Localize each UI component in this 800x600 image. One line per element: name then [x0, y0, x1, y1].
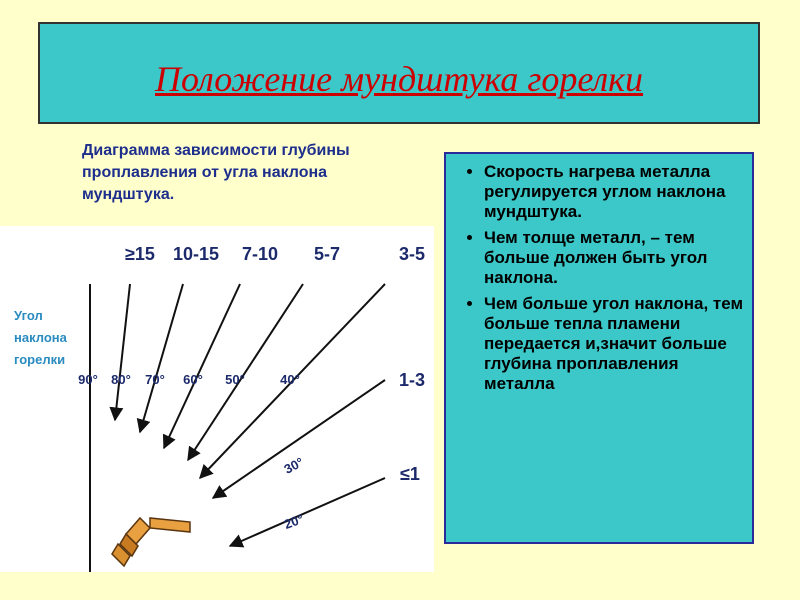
angle-arrow-70	[140, 284, 183, 432]
diagram-svg	[0, 226, 434, 572]
angle-arrow-30	[213, 380, 385, 498]
thickness-label: 5-7	[313, 244, 341, 264]
axis-label-line-3: горелки	[14, 352, 66, 367]
thickness-label: ≤1	[400, 464, 420, 484]
thickness-label: 1-3	[398, 370, 426, 390]
slide-title: Положение мундштука горелки	[154, 59, 644, 99]
angle-label: 40°	[280, 372, 300, 387]
bullet-item: • Чем больше угол наклона, тем больше тепла пламени передается и,значит больше глубина проплавления металла	[484, 294, 744, 394]
angle-label: 80°	[111, 372, 131, 387]
thickness-label: 3-5	[398, 244, 426, 264]
thickness-label: 7-10	[241, 244, 279, 264]
axis-label-line-1: Угол	[14, 308, 43, 323]
thickness-label: ≥15	[125, 244, 155, 264]
info-panel	[444, 152, 754, 544]
angle-label: 90°	[78, 372, 98, 387]
angle-arrow-20	[230, 478, 385, 546]
bullet-item: • Скорость нагрева металла регулируется углом наклона мундштука.	[484, 162, 744, 222]
angle-label: 60°	[183, 372, 203, 387]
angle-label: 20°	[282, 511, 306, 532]
axis-label-line-2: наклона	[14, 330, 67, 345]
bullet-list	[446, 154, 752, 394]
angle-label: 50°	[225, 372, 245, 387]
title-banner	[38, 22, 760, 124]
angle-label: 70°	[145, 372, 165, 387]
diagram-caption: Диаграмма зависимости глубины проплавления от угла наклона мундштука.	[82, 142, 350, 203]
angle-arrow-80	[115, 284, 130, 420]
torch-nozzle-icon	[112, 518, 190, 566]
bullet-item: • Чем толще металл, – тем больше должен быть угол наклона.	[484, 228, 744, 288]
thickness-label: 10-15	[172, 244, 220, 264]
angle-diagram	[0, 226, 434, 572]
angle-label: 30°	[281, 454, 306, 477]
